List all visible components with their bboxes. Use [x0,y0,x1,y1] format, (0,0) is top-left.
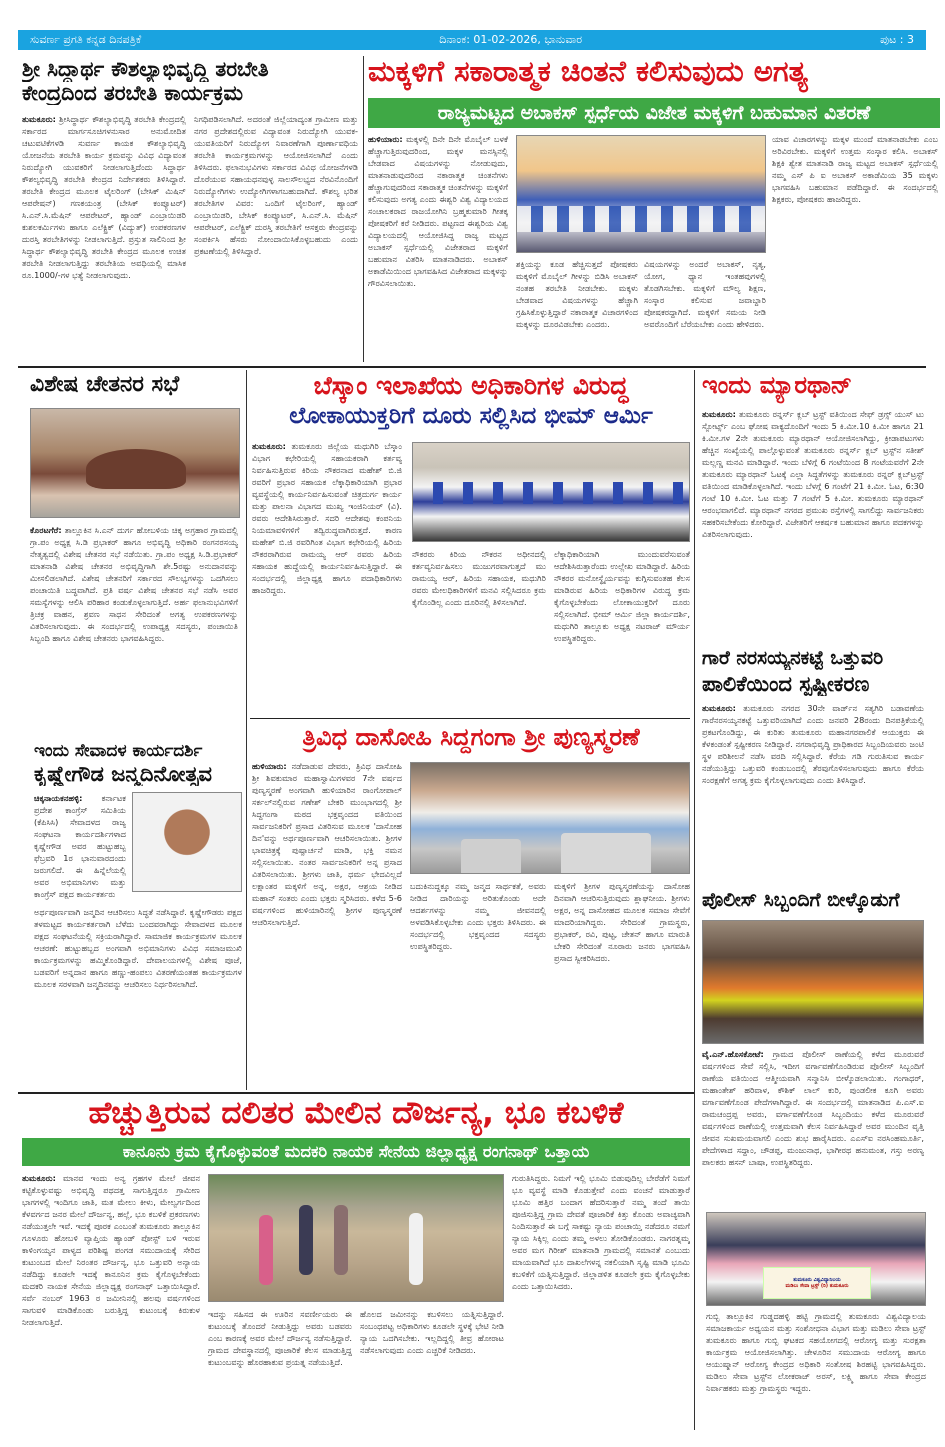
article-column: ಮಕ್ಕಳಿಗೆ ಶ್ರೀಗಳ ಪುಣ್ಯಸ್ಮರಣೆಯನ್ನು ದಾಸೋಹ ದಿನವಾಗಿ ಆಚರಿಸುತ್ತಿರುವುದು ಶ್ಲಾಘನೀಯ. ಶ್ರೀಗಳು ಅಕ್ಷರ, ಅನ್ನ ದಾಸೋಹದ ಮೂಲಕ ಸಮಾಜ ಸೇವೆಗೆ ಮಾದರಿಯಾಗಿದ್ದರು. ಸೇರಿದಂತೆ ಗ್ರಾಮಸ್ಥರು, ಪ್ರಭಾಕರ್, ರವಿ, ಪುಟ್ಟ, ಚೇತನ್ ಹಾಗೂ ಮಾರುತಿ ಬೇಕರಿ ಸೇರಿದಂತೆ ನೂರಾರು ಜನರು ಭಾಗವಹಿಸಿ ಪ್ರಸಾದ ಸ್ವೀಕರಿಸಿದರು. [554,881,690,963]
dateline: ಹುಳಿಯಾರು: [252,761,287,771]
headline: ವಿಶೇಷ ಚೇತನರ ಸಭೆ [30,372,180,397]
article-column: ನಿಗಧಿಪಡಿಸಲಾಗಿದೆ. ಅದರಂತೆ ಜಿಲ್ಲೆಯಾದ್ಯಂತ ಗ್ರಾಮೀಣ ಮತ್ತು ನಗರ ಪ್ರದೇಶದಲ್ಲಿರುವ ವಿದ್ಯಾವಂತ ನಿರುದ್ಯೋಗಿ ಯುವಕ- ಯುವತಿಯರಿಗೆ ನಿರುದ್ಯೋಗ ನಿವಾರಣೆಗಾಗಿ ಪೂರ್ಣಾವಧಿಯ ತರಬೇತಿ ಕಾರ್ಯಕ್ರಮಗಳನ್ನು ಆಯೋಜಿಸಲಾಗಿದೆ ಎಂದು ತಿಳಿಸಿದರು. ಫಲಾನುಭವಿಗಳು ಸರ್ಕಾರದ ವಿವಿಧ ಯೋಜನೆಗಳಡಿ ದೊರೆಯುವ ಸಹಾಯಧನವುಳ್ಳ ಸಾಲಸೌಲಭ್ಯದ ನೆರವಿನೊಂದಿಗೆ ನಿರುದ್ಯೋಗಿಗಳು ಉದ್ಯೋಗಿಗಳಾಗಬಹುದಾಗಿದೆ. ಕೌಶಲ್ಯ ಭರಿತ ತರಬೇತಿಗಳ ವಿವರ: ಒಂದಿಗೆ ಟೈಲರಿಂಗ್, ಹ್ಯಾಂಡ್ ಎಂಬ್ರಾಯಿಡರಿ, ಬೇಸಿಕ್ ಕಂಪ್ಯೂಟರ್, ಸಿ.ಎನ್.ಸಿ. ಮೆಷಿನ್ ಆಪರೇಟರ್, ಎಲೆಕ್ಟ್ರಿಕ್ ದುರಸ್ತಿ ತರಬೇತಿಗೆ ಆಸಕ್ತರು ಕೇಂದ್ರವನ್ನು ಸಂಪರ್ಕಿಸಿ ಹೆಸರು ನೋಂದಾಯಿಸಿಕೊಳ್ಳಬಹುದು ಎಂದು ಪ್ರಕಟಣೆಯಲ್ಲಿ ತಿಳಿಸಿದ್ದಾರೆ. [194,114,358,257]
article-krishnegowda [34,742,242,1024]
article-siddhartha [22,58,358,348]
dateline: ತುಮಕೂರು: [22,114,56,125]
headline: ಇಂದು ಸೇವಾದಳ ಕಾರ್ಯದರ್ಶಿ [34,742,203,761]
headline: ಕೃಷ್ಣೇಗೌಡ ಜನ್ಮದಿನೋತ್ಸವ [34,761,213,786]
dateline: ತುಮಕೂರು: [702,409,736,419]
subheadline: ಲೋಕಾಯುಕ್ತರಿಗೆ ದೂರು ಸಲ್ಲಿಸಿದ ಭೀಮ್ ಆರ್ಮಿ [289,404,653,429]
headline: ಕೇಂದ್ರದಿಂದ ತರಬೇತಿ ಕಾರ್ಯಕ್ರಮ [22,81,243,105]
article-column: ಹುಳಿಯಾರು: ಮಕ್ಕಳಲ್ಲಿ ದಿನೇ ದಿನೇ ಮೊಬೈಲ್ ಬಳಕೆ ಹೆಚ್ಚಾಗುತ್ತಿರುವುದರಿಂದ, ಮಕ್ಕಳ ಮನಸ್ಸಿನಲ್ಲಿ ಬೇಡವಾದ ವಿಷಯಗಳನ್ನು ನೋಡುವುದು, ಮಾತನಾಡುವುದರಿಂದ ನಕಾರಾತ್ಮಕ ಚಿಂತನೆಗಳು ಹೆಚ್ಚಾಗುವುದರಿಂದ ಸಕಾರಾತ್ಮಕ ಚಿಂತನೆಗಳನ್ನು ಮಕ್ಕಳಿಗೆ ಕಲಿಸುವುದು ಅಗತ್ಯ ಎಂದು ಈಶ್ವರಿ ವಿಶ್ವ ವಿದ್ಯಾಲಯದ ಸಂಚಾಲಕರಾದ ರಾಜಯೋಗಿನಿ ಬ್ರಹ್ಮಕುಮಾರಿ ಗೀತಕ್ಕ ಪೋಷಕರಿಗೆ ಕರೆ ನೀಡಿದರು. ಪಟ್ಟಣದ ಈಶ್ವರಿಯ ವಿಶ್ವ ವಿದ್ಯಾಲಯದಲ್ಲಿ ಆಯೋಜಿಸಿದ್ದ ರಾಜ್ಯ ಮಟ್ಟದ ಅಬಾಕಸ್ ಸ್ಪರ್ಧೆಯಲ್ಲಿ ವಿಜೇತರಾದ ಮಕ್ಕಳಿಗೆ ಬಹುಮಾನ ವಿತರಿಸಿ ಮಾತನಾಡಿದರು. ಅಬಾಕಸ್ ಅಕಾಡೆಮಿಯಿಂದ ಭಾಗವಹಿಸಿದ ವಿಜೇತರಾದ ಮಕ್ಕಳನ್ನು ಗೌರವಿಸಲಾಯಿತು. [368,134,508,288]
date-line: ದಿನಾಂಕ: 01-02-2026, ಭಾನುವಾರ [439,33,583,46]
article-column: ಇದನ್ನು ಸಹಿಸದ ಈ ಊರಿನ ಸವರ್ಣೀಯರು ಈ ಕುಟುಂಬಕ್ಕೆ ತೊಂದರೆ ನೀಡುತ್ತಿದ್ದು ಅವರು ಬಡವರು ಎಂಬ ಕಾರಣಕ್ಕೆ ಅವರ ಮೇಲೆ ದೌರ್ಜನ್ಯ ನಡೆಸುತ್ತಿದ್ದಾರೆ. ಗ್ರಾಮದ ದೇವಸ್ಥಾನದಲ್ಲಿ ಪೂಜಾರಿಕೆ ಕೆಲಸ ಮಾಡುತ್ತಿದ್ದ ಕುಟುಂಬವನ್ನು ಹೊರಹಾಕುವ ಪ್ರಯತ್ನ ನಡೆಯುತ್ತಿದೆ. [208,1309,352,1367]
article-column: ಚಿಕ್ಕನಾಯಕನಹಳ್ಳಿ: ಕರ್ನಾಟಕ ಪ್ರದೇಶ ಕಾಂಗ್ರೆಸ್ ಸಮಿತಿಯ (ಕೆಪಿಸಿಸಿ) ಸೇವಾದಳದ ರಾಜ್ಯ ಸಂಘಟನಾ ಕಾರ್ಯದರ್ಶಿಗಳಾದ ಕೃಷ್ಣೇಗೌಡ ಅವರ ಹುಟ್ಟುಹಬ್ಬ ಫೆಬ್ರವರಿ 1ರ ಭಾನುವಾರದಂದು ಜರುಗಲಿದೆ. ಈ ಹಿನ್ನೆಲೆಯಲ್ಲಿ ಅವರ ಅಭಿಮಾನಿಗಳು ಮತ್ತು ಕಾಂಗ್ರೆಸ್ ಪಕ್ಷದ ಕಾರ್ಯಕರ್ತರು [34,792,126,899]
paper-name: ಸುವರ್ಣ ಪ್ರಗತಿ ಕನ್ನಡ ದಿನಪತ್ರಿಕೆ [30,33,142,46]
dateline: ತುಮಕೂರು: [702,702,736,713]
article-column: ಶಕ್ತಿಯನ್ನು ಕೂಡ ಹೆಚ್ಚಿಸುತ್ತದೆ ಪೋಷಕರು ಮಕ್ಕಳಿಗೆ ಮೊಬೈಲ್ ಗೀಳನ್ನು ಬಿಡಿಸಿ ಅಬಾಕಸ್ ನಂತಹ ತರಬೇತಿ ನೀಡಬೇಕು. ಮಕ್ಕಳು ಬೇಡವಾದ ವಿಷಯಗಳನ್ನು ಹೆಚ್ಚಾಗಿ ಗ್ರಹಿಸಿಕೊಳ್ಳುತ್ತಿದ್ದಾರೆ ನಕಾರಾತ್ಮಕ ವಿಚಾರಗಳಿಂದ ಮಕ್ಕಳನ್ನು ದೂರವಿಡಬೇಕು ಎಂದರು. [516,259,638,329]
masthead-bar [18,30,926,50]
article-column: ವಿಷಯಗಳನ್ನು ಅಂದರೆ ಅಬಾಕಸ್, ನೃತ್ಯ, ಯೋಗ, ಧ್ಯಾನ ಇಂತಹವುಗಳಲ್ಲಿ ತೊಡಗಿಸಬೇಕು. ಮಕ್ಕಳಿಗೆ ಮೌಲ್ಯ ಶಿಕ್ಷಣ, ಸಂಸ್ಕಾರ ಕಲಿಸುವ ಜವಾಬ್ದಾರಿ ಪೋಷಕರದ್ದಾಗಿದೆ. ಮಕ್ಕಳಿಗೆ ಸಮಯ ನೀಡಿ ಅವರೊಂದಿಗೆ ಬೆರೆಯಬೇಕು ಎಂದು ಹೇಳಿದರು. [644,259,766,329]
photo-meeting [30,408,240,518]
headline: ಶ್ರೀ ಸಿದ್ಧಾರ್ಥ ಕೌಶಲ್ಯಾಭಿವೃದ್ಧಿ ತರಬೇತಿ [22,58,269,81]
article-health-camp [706,1212,926,1402]
article-dalit-atrocities [22,1096,690,1440]
article-abacus [368,56,940,369]
headline: ಇಂದು ಮ್ಯಾರಥಾನ್ [702,372,853,399]
article-column: ಹುಳಿಯಾರು: ನಡೆದಾಡುವ ದೇವರು, ತ್ರಿವಿಧ ದಾಸೋಹಿ ಶ್ರೀ ಶಿವಕುಮಾರ ಮಹಾಸ್ವಾಮಿಗಳವರ 7ನೇ ವರ್ಷದ ಪುಣ್ಯಸ್ಮರಣೆ ಅಂಗವಾಗಿ ಹುಳಿಯಾರಿನ ರಾಂಗೋಪಾಲ್ ಸರ್ಕಲ್‌ನಲ್ಲಿರುವ ಗಣೇಶ್ ಬೇಕರಿ ಮುಂಭಾಗದಲ್ಲಿ ಶ್ರೀ ಸಿದ್ದಗಂಗಾ ಮಠದ ಭಕ್ತವೃಂದದ ವತಿಯಿಂದ ಸಾರ್ವಜನಿಕರಿಗೆ ಪ್ರಸಾದ ವಿತರಿಸುವ ಮೂಲಕ 'ದಾಸೋಹ ದಿನ'ವನ್ನು ಅರ್ಥಪೂರ್ಣವಾಗಿ ಆಚರಿಸಲಾಯಿತು. ಶ್ರೀಗಳ ಭಾವಚಿತ್ರಕ್ಕೆ ಪುಷ್ಪಾರ್ಚನೆ ಮಾಡಿ, ಭಕ್ತಿ ನಮನ ಸಲ್ಲಿಸಲಾಯಿತು. ನಂತರ ಸಾರ್ವಜನಿಕರಿಗೆ ಅನ್ನ ಪ್ರಸಾದ ವಿತರಿಸಲಾಯಿತು. ಶ್ರೀಗಳು ಜಾತಿ, ಧರ್ಮ ಭೇದವಿಲ್ಲದೆ ಲಕ್ಷಾಂತರ ಮಕ್ಕಳಿಗೆ ಅನ್ನ, ಅಕ್ಷರ, ಆಶ್ರಯ ನೀಡಿದ ಮಹಾನ್ ಸಂತರು ಎಂದು ಭಕ್ತರು ಸ್ಮರಿಸಿದರು. ಕಳೆದ 5-6 ವರ್ಷಗಳಿಂದ ಹುಳಿಯಾರಿನಲ್ಲಿ ಶ್ರೀಗಳ ಪುಣ್ಯಸ್ಮರಣೆ ಆಚರಿಸಲಾಗುತ್ತಿದೆ. [252,761,402,927]
subheadline-band: ರಾಜ್ಯಮಟ್ಟದ ಅಬಾಕಸ್ ಸ್ಪರ್ಧೆಯ ವಿಜೇತ ಮಕ್ಕಳಿಗೆ ಬಹುಮಾನ ವಿತರಣೆ [368,98,940,128]
headline: ಗಾರೆ ನರಸಯ್ಯನಕಟ್ಟೆ ಒತ್ತುವರಿ [702,648,884,669]
dateline: ತುಮಕೂರು: [22,1173,56,1183]
article-siddaganga [252,724,690,1092]
headline: ಪೊಲೀಸ್ ಸಿಬ್ಬಂದಿಗೆ ಬೀಳ್ಕೊಡುಗೆ [702,890,900,911]
section-divider [18,1092,694,1094]
headline: ಹೆಚ್ಚುತ್ತಿರುವ ದಲಿತರ ಮೇಲಿನ ದೌರ್ಜನ್ಯ, ಭೂ ಕಬಳಿಕೆ [88,1096,624,1131]
photo-health-camp [706,1212,926,1306]
headline: ಮಕ್ಕಳಿಗೆ ಸಕಾರಾತ್ಮಕ ಚಿಂತನೆ ಕಲಿಸುವುದು ಅಗತ್ಯ [368,56,808,88]
column-divider [363,56,364,362]
article-column: ನೌಕರರು ಕಿರಿಯ ನೌಕರನ ಅಧೀನದಲ್ಲಿ ಕರ್ತವ್ಯನಿರ್ವಹಿಸಲು ಮುಜುಗರವಾಗುತ್ತದೆ ಮು ರಾಮಯ್ಯ ಆರ್, ಹಿರಿಯ ಸಹಾಯಕ, ಮಧುಗಿರಿ ರವರು ಮೇಲಧಿಕಾರಿಗಳಿಗೆ ಮನವಿ ಸಲ್ಲಿಸಿದರೂ ಕ್ರಮ ಕೈಗೊಂಡಿಲ್ಲ ಎಂದು ದೂರಿನಲ್ಲಿ ತಿಳಿಸಲಾಗಿದೆ. [412,549,546,607]
photo-land-site [208,1174,504,1302]
article-column: ಹೊಲದ ಜಮೀನನ್ನು ಕಬಳಿಸಲು ಯತ್ನಿಸುತ್ತಿದ್ದಾರೆ. ಸಂಬಂಧಪಟ್ಟ ಅಧಿಕಾರಿಗಳು ಕೂಡಲೇ ಸ್ಥಳಕ್ಕೆ ಭೇಟಿ ನೀಡಿ ನ್ಯಾಯ ಒದಗಿಸಬೇಕು. ಇಲ್ಲದಿದ್ದಲ್ಲಿ ತೀವ್ರ ಹೋರಾಟ ನಡೆಸಲಾಗುವುದು ಎಂದು ಎಚ್ಚರಿಕೆ ನೀಡಿದರು. [360,1309,504,1355]
article-marathon [702,372,924,636]
photo-bhim-army [412,442,690,542]
dateline: ಚಿಕ್ಕನಾಯಕನಹಳ್ಳಿ: [34,792,83,803]
column-divider [694,1090,695,1430]
article-body: ವೈ.ಎನ್.ಹೊಸಕೋಟೆ: ಗ್ರಾಮದ ಪೊಲೀಸ್ ಠಾಣೆಯಲ್ಲಿ ಕಳೆದ ಮೂರುವರೆ ವರ್ಷಗಳಿಂದ ಸೇವೆ ಸಲ್ಲಿಸಿ, ಇದೀಗ ವರ್ಗಾವಣೆಗೊಂಡಿರುವ ಪೊಲೀಸ್ ಸಿಬ್ಬಂದಿಗೆ ಠಾಣೆಯ ವತಿಯಿಂದ ಆತ್ಮೀಯವಾಗಿ ಸನ್ಮಾನಿಸಿ ಬೀಳ್ಕೊಡಲಾಯಿತು. ಗಂಗಾಧರ್, ಮಹಾಂತೇಶ್ ಹರಿವಾಳ, ಕೌಶಿಕ್ ಲಾಲ್ ಕುರಿ, ಪುಂಡಲೀಕ ಕೂಗಿ ಅವರು ವರ್ಗಾವಣೆಗೊಂಡ ಪೇದೆಗಳಾಗಿದ್ದಾರೆ. ಈ ಸಂದರ್ಭದಲ್ಲಿ ಮಾತನಾಡಿದ ಪಿ.ಎಸ್.ಐ ರಾಮಚಂದ್ರಪ್ಪ ಅವರು, ವರ್ಗಾವಣೆಗೊಂಡ ಸಿಬ್ಬಂದಿಯು ಕಳೆದ ಮೂರುವರೆ ವರ್ಷಗಳಿಂದ ಠಾಣೆಯಲ್ಲಿ ಉತ್ತಮವಾಗಿ ಕೆಲಸ ನಿರ್ವಹಿಸಿದ್ದಾರೆ ಅವರ ಮುಂದಿನ ವೃತ್ತಿ ಜೀವನ ಸುಖಮಯವಾಗಲಿ ಎಂದು ಶುಭ ಹಾರೈಸಿದರು. ಎಎಸ್‌ಐ ನರಸಿಂಹಮೂರ್ತಿ, ಪೇದೆಗಳಾದ ಸದ್ದಾಂ, ಚೌಡಪ್ಪ, ಮಂಜುನಾಥ, ಭಾಗೀರಥ ಹನುಮಂತ, ಗಸ್ತು ಅರಣ್ಯ ಪಾಲಕರು ಹಸನ್ ಬಾಷಾ, ಉಪಸ್ಥಿತರಿದ್ದರು. [702,1049,924,1167]
column-divider [694,370,695,1090]
page-number: ಪುಟ : 3 [880,33,914,46]
column-divider [246,370,247,1090]
dateline: ಹುಳಿಯಾರು: [368,134,403,144]
dateline: ಕೊರಟಗೆರೆ: [30,525,62,535]
photo-dasoha [410,762,690,874]
photo-portrait [132,792,242,892]
photo-police [702,920,924,1044]
dateline: ತುಮಕೂರು: [252,441,286,451]
article-police-farewell [702,890,924,1216]
headline: ಬೆಸ್ಕಾಂ ಇಲಾಖೆಯ ಅಧಿಕಾರಿಗಳ ವಿರುದ್ಧ [313,372,629,400]
article-bescom [252,372,690,716]
article-column: ಲೆಕ್ಕಾಧಿಕಾರಿಯಾಗಿ ಮುಂದುವರೆಸುವಂತೆ ಆದೇಶಿಸಿರುತ್ತಾರೆಂದು ಉಲ್ಲೇಖ ಮಾಡಿದ್ದಾರೆ. ಹಿರಿಯ ನೌಕರರ ಮನೋಸ್ಥೈರ್ಯವನ್ನು ಕುಗ್ಗಿಸುವಂತಹ ಕೆಲಸ ಮಾಡಿರುವ ಹಿರಿಯ ಅಧಿಕಾರಿಗಳ ವಿರುದ್ಧ ಕ್ರಮ ಕೈಗೊಳ್ಳಬೇಕೆಂದು ಲೋಕಾಯುಕ್ತರಿಗೆ ದೂರು ಸಲ್ಲಿಸಲಾಗಿದೆ. ಭೀಮ್ ಆರ್ಮಿ ಜಿಲ್ಲಾ ಕಾರ್ಯದರ್ಶಿ, ಮಧುಗಿರಿ ತಾಲ್ಲೂಕು ಅಧ್ಯಕ್ಷ ನಟರಾಜ್ ಮೌರ್ಯ ಉಪಸ್ಥಿತರಿದ್ದರು. [554,549,690,643]
article-body: ತುಮಕೂರು: ತುಮಕೂರು ರನ್ನರ್ಸ್ ಕ್ಲಬ್ ಟ್ರಸ್ಟ್ ವತಿಯಿಂದ ಸೇಫ್ ಡ್ರಗ್ಸ್ ಯುಸ್ ಟು ಸ್ಪೋರ್ಟ್ಸ್ ಎಂಬ ಘೋಷ ವಾಕ್ಯದೊಂದಿಗೆ ಇಂದು 5 ಕಿ.ಮೀ.10 ಕಿ.ಮೀ ಹಾಗೂ 21 ಕಿ.ಮೀ.ಗಳ 2ನೇ ತುಮಕೂರು ಮ್ಯಾರಥಾನ್ ಆಯೋಜಿಸಲಾಗಿದ್ದು, ಕ್ರೀಡಾಪಟುಗಳು ಹೆಚ್ಚಿನ ಸಂಖ್ಯೆಯಲ್ಲಿ ಪಾಲ್ಗೊಳ್ಳುವಂತೆ ತುಮಕೂರು ರನ್ನರ್ಸ್ ಕ್ಲಬ್ ಟ್ರಸ್ಟ್‌ನ ಸತೀಶ್ ಮಲ್ಲಣ್ಣ ಮನವಿ ಮಾಡಿದ್ದಾರೆ. ಇಂದು ಬೆಳಿಗ್ಗೆ 6 ಗಂಟೆಯಿಂದ 8 ಗಂಟೆಯವರೆಗೆ 2ನೇ ತುಮಕೂರು ಮ್ಯಾರಥಾನ್ ಓಟಕ್ಕೆ ಎಲ್ಲಾ ಸಿದ್ಧತೆಗಳನ್ನು ತುಮಕೂರು ರನ್ನರ್ ಕ್ಲಬ್‌ಟ್ರಸ್ಟ್ ವತಿಯಿಂದ ಮಾಡಿಕೊಳ್ಳಲಾಗಿದೆ. ಇಂದು ಬೆಳಗ್ಗೆ 6 ಗಂಟೆಗೆ 21 ಕಿ.ಮೀ. ಓಟ, 6:30 ಗಂಟೆ 10 ಕಿ.ಮೀ. ಓಟ ಮತ್ತು 7 ಗಂಟೆಗೆ 5 ಕಿ.ಮೀ. ತುಮಕೂರು ಮ್ಯಾರಥಾನ್ ಆರಂಭವಾಗಲಿದೆ. ಮ್ಯಾರಥಾನ್ ನಗರದ ಪ್ರಮುಖ ರಸ್ತೆಗಳಲ್ಲಿ ಸಾಗಲಿದ್ದು ಸಾರ್ವಜನಿಕರು ಸಹಕರಿಸಬೇಕೆಂದು ಕೋರಿದ್ದಾರೆ. ವಿಜೇತರಿಗೆ ಆಕರ್ಷಕ ಬಹುಮಾನ ಹಾಗೂ ಪದಕಗಳನ್ನು ವಿತರಿಸಲಾಗುವುದು. [702,409,924,539]
headline: ತ್ರಿವಿಧ ದಾಸೋಹಿ ಸಿದ್ದಗಂಗಾ ಶ್ರೀ ಪುಣ್ಯಸ್ಮರಣೆ [302,724,640,751]
article-column: ಗುರುತಿಸಿದ್ದರು. ನಿಮಗೆ ಇಲ್ಲಿ ಭೂಮಿ ಬಿಡುವುದಿಲ್ಲ ಬೇರೆಡೆಗೆ ನಿಮಗೆ ಭೂ ವ್ಯವಸ್ಥೆ ಮಾಡಿ ಕೊಡುತ್ತೇವೆ ಎಂದು ವಂಚನೆ ಮಾಡುತ್ತಾರೆ ಭೂಮಿ ಹತ್ತಿರ ಬಂದಾಗ ಹೆದರಿಸುತ್ತಾರೆ ನಮ್ಮ ತಂದೆ ತಾಯಿ ಪೂಜಿಸುತ್ತಿದ್ದ ಗ್ರಾಮ ದೇವತೆ ಪೂಜಾರಿಕೆ ಕಿತ್ತು ಕೊಂಡು ಅವಾಚ್ಯವಾಗಿ ನಿಂದಿಸುತ್ತಾರೆ ಈ ಬಗ್ಗೆ ಸಾಕಷ್ಟು ನ್ಯಾಯ ಪಂಚಾಯ್ತಿ ನಡೆದರೂ ನಮಗೆ ನ್ಯಾಯ ಸಿಕ್ಕಿಲ್ಲ ಎಂದು ತಮ್ಮ ಅಳಲು ತೋಡಿಕೊಂಡರು. ನಾಗರತ್ನಮ್ಮ ಅವರ ಮಗ ಗಿರೀಶ್ ಮಾತನಾಡಿ ಗ್ರಾಮದಲ್ಲಿ ಸಮಾನತೆ ಎಂಬುದು ಮಾಯವಾಗಿದೆ ಭೂ ದಾಖಲೆಗಳನ್ನ ನಕಲಿಯಾಗಿ ಸೃಷ್ಟಿ ಮಾಡಿ ಭೂಮಿ ಕಬಳಿಕೆಗೆ ಯತ್ನಿಸುತ್ತಿದ್ದಾರೆ. ಜಿಲ್ಲಾಡಳಿತ ಕೂಡಲೇ ಕ್ರಮ ಕೈಗೊಳ್ಳಬೇಕು ಎಂದು ಒತ್ತಾಯಿಸಿದರು. [512,1173,690,1291]
article-column: ಬದುಕಿನುದ್ದಕ್ಕೂ ನಮ್ಮ ಜನ್ಮದ ಸಾರ್ಥಕತೆ, ಅವರು ನೀಡಿದ ದಾರಿಯನ್ನು ಅರಿತುಕೊಂಡು ಅದೇ ಆದರ್ಶಗಳನ್ನು ನಮ್ಮ ಜೀವನದಲ್ಲಿ ಅಳವಡಿಸಿಕೊಳ್ಳಬೇಕು ಎಂದು ಭಕ್ತರು ತಿಳಿಸಿದರು. ಈ ಸಂದರ್ಭದಲ್ಲಿ ಭಕ್ತವೃಂದದ ಸದಸ್ಯರು ಉಪಸ್ಥಿತರಿದ್ದರು. [410,881,546,951]
article-body: ಗುಬ್ಬಿ ತಾಲ್ಲೂಕಿನ ಗುಡ್ಡದಹಳ್ಳಿ ಹಟ್ಟಿ ಗ್ರಾಮದಲ್ಲಿ ತುಮಕೂರು ವಿಶ್ವವಿದ್ಯಾಲಯ ಸಮಾಜಕಾರ್ಯ ಅಧ್ಯಯನ ಮತ್ತು ಸಂಶೋಧನಾ ವಿಭಾಗ ಮತ್ತು ಮಡಿಲು ಸೇವಾ ಟ್ರಸ್ಟ್ ತುಮಕೂರು ಹಾಗೂ ಗುಬ್ಬಿ ಘಟಕದ ಸಹಯೋಗದಲ್ಲಿ ಆರೋಗ್ಯ ಮತ್ತು ಸುರಕ್ಷತಾ ಕಾರ್ಯಕ್ರಮ ಆಯೋಜಿಸಲಾಗಿತ್ತು. ಚೇಳೂರಿನ ಸಮುದಾಯ ಆರೋಗ್ಯ ಹಾಗೂ ಆಯುಷ್ಮಾನ್ ಆರೋಗ್ಯ ಕೇಂದ್ರದ ಅಧಿಕಾರಿ ಸಂತೋಷ ಶಿರಹಟ್ಟಿ ಭಾಗವಹಿಸಿದ್ದರು. ಮಡಿಲು ಸೇವಾ ಟ್ರಸ್ಟ್‌ನ ಲೋಕರಾಜ್ ಅರಸ್, ಲಕ್ಷ್ಮಿ ಹಾಗೂ ಸೇವಾ ಕೇಂದ್ರದ ನಿರ್ವಾಹಕರು ಮತ್ತು ಗ್ರಾಮಸ್ಥರು ಇದ್ದರು. [706,1311,926,1393]
dateline: ವೈ.ಎನ್.ಹೊಸಕೋಟೆ: [702,1049,764,1059]
article-palike-clarification [702,648,924,872]
banner: ತುಮಕೂರು ವಿಶ್ವವಿದ್ಯಾನಿಲಯ ಮಡಿಲು ಸೇವಾ ಟ್ರಸ್ಟ್ (ರಿ) ತುಮಕೂರು [763,1267,871,1299]
article-body: ಅರ್ಥಪೂರ್ಣವಾಗಿ ಜನ್ಮದಿನ ಆಚರಿಸಲು ಸಿದ್ಧತೆ ನಡೆಸಿದ್ದಾರೆ. ಕೃಷ್ಣೇಗೌಡರು ಪಕ್ಷದ ತಳಮಟ್ಟದ ಕಾರ್ಯಕರ್ತರಾಗಿ ಬೆಳೆದು ಬಂದವರಾಗಿದ್ದು ಸೇವಾದಳದ ಮೂಲಕ ಪಕ್ಷದ ಸಂಘಟನೆಯಲ್ಲಿ ಸಕ್ರಿಯರಾಗಿದ್ದಾರೆ. ಸಾಮಾಜಿಕ ಕಾರ್ಯಕ್ರಮಗಳ ಮೂಲಕ ಆಚರಣೆ: ಹುಟ್ಟುಹಬ್ಬದ ಅಂಗವಾಗಿ ಅಭಿಮಾನಿಗಳು ವಿವಿಧ ಸಮಾಜಮುಖಿ ಕಾರ್ಯಕ್ರಮಗಳನ್ನು ಹಮ್ಮಿಕೊಂಡಿದ್ದಾರೆ. ದೇವಾಲಯಗಳಲ್ಲಿ ವಿಶೇಷ ಪೂಜೆ, ಬಡವರಿಗೆ ಅನ್ನದಾನ ಹಾಗೂ ಹಣ್ಣು-ಹಂಪಲು ವಿತರಣೆಯಂತಹ ಕಾರ್ಯಕ್ರಮಗಳ ಮೂಲಕ ಸರಳವಾಗಿ ಜನ್ಮದಿನವನ್ನು ಆಚರಿಸಲು ನಿರ್ಧರಿಸಲಾಗಿದೆ. [34,906,242,989]
subheadline-band: ಕಾನೂನು ಕ್ರಮ ಕೈಗೊಳ್ಳುವಂತೆ ಮದಕರಿ ನಾಯಕ ಸೇನೆಯ ಜಿಲ್ಲಾಧ್ಯಕ್ಷ ರಂಗನಾಥ್ ಒತ್ತಾಯ [22,1138,690,1166]
article-vishesha [30,372,242,760]
article-body: ಕೊರಟಗೆರೆ: ತಾಲ್ಲೂಕಿನ ಸಿ.ಎನ್ ದುರ್ಗ ಹೋಬಳಿಯ ಚಿಕ್ಕ ಅಗ್ರಹಾರ ಗ್ರಾಮದಲ್ಲಿ ಗ್ರಾ.ಪಂ ಅಧ್ಯಕ್ಷ ಸಿ.ಡಿ ಪ್ರಭಾಕರ್ ಹಾಗೂ ಅಭಿವೃದ್ಧಿ ಅಧಿಕಾರಿ ರಂಗನರಸಯ್ಯ ನೇತೃತ್ವದಲ್ಲಿ ವಿಶೇಷ ಚೇತನರ ಸಭೆ ನಡೆಯಿತು. ಗ್ರಾ.ಪಂ ಅಧ್ಯಕ್ಷ ಸಿ.ಡಿ.ಪ್ರಭಾಕರ್ ಮಾತನಾಡಿ ವಿಶೇಷ ಚೇತನರ ಅಭಿವೃದ್ಧಿಗಾಗಿ ಶೇ.5ರಷ್ಟು ಅನುದಾನವನ್ನು ಮೀಸಲಿಡಲಾಗಿದೆ. ವಿಶೇಷ ಚೇತನರಿಗೆ ಸರ್ಕಾರದ ಸೌಲಭ್ಯಗಳನ್ನು ಒದಗಿಸಲು ಪಂಚಾಯಿತಿ ಬದ್ಧವಾಗಿದೆ. ಪ್ರತಿ ವರ್ಷ ವಿಶೇಷ ಚೇತನರ ಸಭೆ ನಡೆಸಿ ಅವರ ಸಮಸ್ಯೆಗಳನ್ನು ಆಲಿಸಿ ಪರಿಹಾರ ಕಂಡುಕೊಳ್ಳಲಾಗುತ್ತಿದೆ. ಅರ್ಹ ಫಲಾನುಭವಿಗಳಿಗೆ ತ್ರಿಚಕ್ರ ವಾಹನ, ಶ್ರವಣ ಸಾಧನ ಸೇರಿದಂತೆ ಅಗತ್ಯ ಉಪಕರಣಗಳನ್ನು ವಿತರಿಸಲಾಗುವುದು. ಈ ಸಂದರ್ಭದಲ್ಲಿ ಉಪಾಧ್ಯಕ್ಷ ಸದಸ್ಯರು, ಪಂಚಾಯಿತಿ ಸಿಬ್ಬಂದಿ ಹಾಗೂ ವಿಶೇಷ ಚೇತನರು ಭಾಗವಹಿಸಿದ್ದರು. [30,525,238,643]
photo-abacus-winners [516,135,766,253]
headline: ಪಾಲಿಕೆಯಿಂದ ಸ್ಪಷ್ಟೀಕರಣ [702,671,870,696]
article-column: ಯಾವ ವಿಚಾರಗಳನ್ನು ಮಕ್ಕಳ ಮುಂದೆ ಮಾತನಾಡಬೇಕು ಎಂಬ ಅರಿವಿರಬೇಕು. ಮಕ್ಕಳಿಗೆ ಉತ್ತಮ ಸಂಸ್ಕಾರ ಕಲಿಸಿ. ಅಬಾಕಸ್ ಶಿಕ್ಷಕಿ ಶ್ವೇತ ಮಾತನಾಡಿ ರಾಜ್ಯ ಮಟ್ಟದ ಅಬಾಕಸ್ ಸ್ಪರ್ಧೆಯಲ್ಲಿ ನಮ್ಮ ಎಸ್ ಪಿ ಐ ಅಬಾಕಸ್ ಅಕಾಡೆಮಿಯ 35 ಮಕ್ಕಳು ಭಾಗವಹಿಸಿ ಬಹುಮಾನ ಪಡೆದಿದ್ದಾರೆ. ಈ ಸಂದರ್ಭದಲ್ಲಿ ಶಿಕ್ಷಕರು, ಪೋಷಕರು ಹಾಜರಿದ್ದರು. [772,134,938,204]
section-divider [250,718,690,719]
article-column: ತುಮಕೂರು: ತುಮಕೂರು ಜಿಲ್ಲೆಯ ಮಧುಗಿರಿ ಬೆಸ್ಕಾಂ ವಿಭಾಗ ಕಛೇರಿಯಲ್ಲಿ ಸಹಾಯಕರಾಗಿ ಕರ್ತವ್ಯ ನಿರ್ವಹಿಸುತ್ತಿರುವ ಕಿರಿಯ ನೌಕರನಾದ ಮಹೇಶ್ ಬಿ.ಜಿ ರವರಿಗೆ ಪ್ರಭಾರ ಸಹಾಯಕ ಲೆಕ್ಕಾಧಿಕಾರಿಯಾಗಿ ಪ್ರಭಾರ ವ್ಯವಸ್ಥೆಯಲ್ಲಿ ಕಾರ್ಯನಿರ್ವಹಿಸುವಂತೆ ಚಿತ್ರದುರ್ಗ ಕಾರ್ಯ ಮತ್ತು ಪಾಲನಾ ವಿಭಾಗದ ಮುಖ್ಯ ಇಂಜಿನಿಯರ್ (ವಿ). ರವರು ಆದೇಶಿಸಿರುತ್ತಾರೆ. ಸದರಿ ಆದೇಶವು ಕಂಪನಿಯ ನಿಯಮಾವಳಿಗಳಿಗೆ ತದ್ವಿರುದ್ಧವಾಗಿರುತ್ತದೆ. ಕಾರಣ ಮಹೇಶ್ ಬಿ.ಜಿ ರವರಿಗಿಂತ ವಿಭಾಗ ಕಛೇರಿಯಲ್ಲಿ ಹಿರಿಯ ನೌಕರರಾಗಿರುವ ರಾಮಯ್ಯ ಆರ್ ರವರು ಹಿರಿಯ ಸಹಾಯಕ ಹುದ್ದೆಯಲ್ಲಿ ಕಾರ್ಯನಿರ್ವಹಿಸುತ್ತಿದ್ದಾರೆ. ಈ ಸಂದರ್ಭದಲ್ಲಿ ಜಿಲ್ಲಾಧ್ಯಕ್ಷ ಹಾಗೂ ಪದಾಧಿಕಾರಿಗಳು ಹಾಜರಿದ್ದರು. [252,441,402,595]
article-column: ತುಮಕೂರು: ಶ್ರೀಸಿದ್ಧಾರ್ಥ ಕೌಶಲ್ಯಾಭಿವೃದ್ಧಿ ತರಬೇತಿ ಕೇಂದ್ರದಲ್ಲಿ ಸರ್ಕಾರದ ಮಾರ್ಗಸೂಚಿಗಳನುಸಾರ ಅನುಮೋದಿತ ಚಟುವಟಿಕೆಗಳಡಿ ಸುವರ್ಣ ಕಾಯಕ ಕೌಶಲ್ಯಾಭಿವೃದ್ಧಿ ಯೋಜನೆಯ ತರಬೇತಿ ಕಾರ್ಯ ಕ್ರಮವನ್ನು ವಿವಿಧ ವಿದ್ಯಾವಂತ ನಿರುದ್ಯೋಗಿ ಯುವಕರಿಗೆ ನೀಡಲಾಗುತ್ತಿದೆಂದು ಸಿದ್ಧಾರ್ಥ ಕೌಶಲ್ಯಭಿವೃದ್ಧಿ ತರಬೇತಿ ಕೇಂದ್ರದ ನಿರ್ದೇಶಕರು ತಿಳಿಸಿದ್ದಾರೆ. ತರಬೇತಿ ಕೇಂದ್ರದ ಮೂಲಕ ಟೈಲರಿಂಗ್ (ಬೇಸಿಕ್ ಮಿಷಿನ್ ಆಪರೇಷನ್) ಗಣಕಯಂತ್ರ (ಬೇಸಿಕ್ ಕಂಪ್ಯೂಟರ್) ಸಿ.ಎನ್.ಸಿ.ಮೆಷಿನ್ ಆಪರೇಟರ್, ಹ್ಯಾಂಡ್ ಎಂಬ್ರಾಯಿಡರಿ ಕುಶಲಕರ್ಮಿಗಳು ಹಾಗೂ ಎಲೆಕ್ಟ್ರಿಕ್ (ವಿದ್ಯುತ್) ಉಪಕರಣಗಳ ದುರಸ್ತಿ ತರಬೇತಿಗಳನ್ನು ನೀಡಲಾಗುತ್ತಿದೆ. ಪ್ರಸ್ತುತ ಸಾಲಿನಿಂದ ಶ್ರೀ ಸಿದ್ಧಾರ್ಥ ಕೌಶಲ್ಯಾಭಿವೃದ್ಧಿ ತರಬೇತಿ ಕೇಂದ್ರದ ಮೂಲಕ ಉಚಿತ ತರಬೇತಿ ನೀಡಲಾಗುತ್ತಿದ್ದು ತರಬೇತಿಯ ಅವಧಿಯಲ್ಲಿ ಮಾಸಿಕ ರೂ.1000/-ಗಳ ಭತ್ಯೆ ನೀಡಲಾಗುವುದು. [22,114,186,281]
article-column: ತುಮಕೂರು: ಮಾನವ ಇಂದು ಅನ್ಯ ಗ್ರಹಗಳ ಮೇಲೆ ಜೀವನ ಕಟ್ಟಿಕೊಳ್ಳುವಷ್ಟು ಅಭಿವೃದ್ಧಿ ಪಥದತ್ತ ಸಾಗುತ್ತಿದ್ದರೂ ಗ್ರಾಮೀಣ ಭಾಗಗಳಲ್ಲಿ ಇಂದಿಗೂ ಜಾತಿ, ಮತ ಮೇಲು ಕೀಳು, ಮೇಲ್ವರ್ಗದಿಂದ ಕೆಳವರ್ಗದ ಜನರ ಮೇಲೆ ದೌರ್ಜನ್ಯ, ಹಲ್ಲೆ, ಭೂ ಕಬಳಿಕೆ ಪ್ರಕರಣಗಳು ನಡೆಯುತ್ತಲೇ ಇವೆ. ಇದಕ್ಕೆ ಪೂರಕ ಎಂಬಂತೆ ತುಮಕೂರು ತಾಲ್ಲೂಕಿನ ಗೂಳೂರು ಹೋಬಳಿ ವ್ಯಾಪ್ತಿಯ ಹ್ಯಾಂಡ್ ಪೋಸ್ಟ್ ಬಳಿ ಇರುವ ಕಾಳಿಂಗಯ್ಯನ ಪಾಳ್ಯದ ಪರಿಶಿಷ್ಟ ಪಂಗಡ ಸಮುದಾಯಕ್ಕೆ ಸೇರಿದ ಕುಟುಂಬದ ಮೇಲೆ ನಿರಂತರ ದೌರ್ಜನ್ಯ, ಭೂ ಒತ್ತುವರಿ ಅನ್ಯಾಯ ನಡೆದಿದ್ದು ಕೂಡಲೇ ಇದಕ್ಕೆ ಕಾನೂನಿನ ಕ್ರಮ ಕೈಗೊಳ್ಳಬೇಕೆಂದು ಮದಕರಿ ನಾಯಕ ಸೇನೆಯ ಜಿಲ್ಲಾಧ್ಯಕ್ಷ ರಂಗನಾಥ್ ಒತ್ತಾಯಿಸಿದ್ದಾರೆ. ಸರ್ವೆ ನಂಬರ್ 1963 ರ ಜಮೀನಿನಲ್ಲಿ ಹಲವು ವರ್ಷಗಳಿಂದ ಸಾಗುವಳಿ ಮಾಡಿಕೊಂಡು ಬರುತ್ತಿದ್ದ ಕುಟುಂಬಕ್ಕೆ ಕಿರುಕುಳ ನೀಡಲಾಗುತ್ತಿದೆ. [22,1173,200,1327]
article-body: ತುಮಕೂರು: ತುಮಕೂರು ನಗರದ 30ನೇ ವಾರ್ಡ್‌ನ ಸತ್ಯಗಿರಿ ಬಡಾವಣೆಯ ಗಾರೆನರಸಯ್ಯನಕಟ್ಟೆ ಒತ್ತುವರಿಯಾಗಿದೆ ಎಂದು ಜನವರಿ 28ರಂದು ದಿನಪತ್ರಿಕೆಯಲ್ಲಿ ಪ್ರಕಟಗೊಂಡಿದ್ದು, ಈ ಕುರಿತು ತುಮಕೂರು ಮಹಾನಗರಪಾಲಿಕೆ ಆಯುಕ್ತರು ಈ ಕೆಳಕಂಡಂತೆ ಸ್ಪಷ್ಟೀಕರಣ ನೀಡಿದ್ದಾರೆ. ನಗರಾಭಿವೃದ್ಧಿ ಪ್ರಾಧಿಕಾರದ ಸಿಬ್ಬಂದಿಯವರು ಜಂಟಿ ಸ್ಥಳ ಪರಿಶೀಲನೆ ನಡೆಸಿ ವರದಿ ಸಲ್ಲಿಸಿದ್ದಾರೆ. ಕೆರೆಯ ಗಡಿ ಗುರುತಿಸುವ ಕಾರ್ಯ ನಡೆಯುತ್ತಿದ್ದು ಒತ್ತುವರಿ ಕಂಡುಬಂದಲ್ಲಿ ತೆರವುಗೊಳಿಸಲಾಗುವುದು ಹಾಗೂ ಕೆರೆಯ ಸಂರಕ್ಷಣೆಗೆ ಅಗತ್ಯ ಕ್ರಮ ಕೈಗೊಳ್ಳಲಾಗುವುದು ಎಂದು ತಿಳಿಸಿದ್ದಾರೆ. [702,702,924,785]
